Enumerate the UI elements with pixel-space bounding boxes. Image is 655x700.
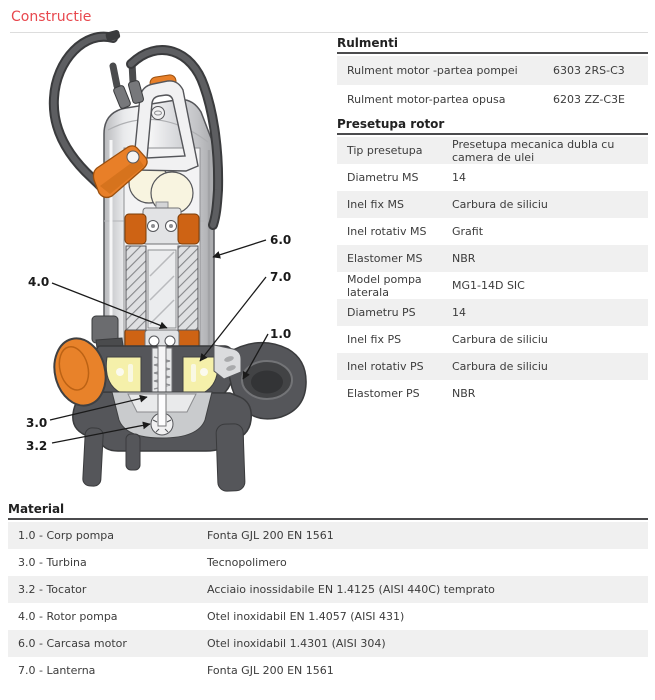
row-label: Diametru MS [347, 171, 419, 184]
svg-text:4.0: 4.0 [28, 275, 50, 289]
table-row [337, 272, 648, 299]
row-value: 6303 2RS-C3 [553, 64, 625, 77]
table-row [337, 85, 648, 114]
table-row [337, 245, 648, 272]
svg-text:6.0: 6.0 [270, 233, 292, 247]
table-row [8, 603, 648, 630]
top-bearing [143, 202, 181, 244]
row-value: 6203 ZZ-C3E [553, 93, 625, 106]
row-label: Rulment motor-partea opusa [347, 93, 506, 106]
row-label: Model pompa laterala [347, 272, 422, 299]
row-label: Inel fix MS [347, 198, 404, 211]
table-row [337, 56, 648, 85]
table-row [337, 299, 648, 326]
rulmenti-table-title: Rulmenti [337, 37, 648, 54]
row-value: Carbura de siliciu [452, 198, 548, 211]
row-value: Presetupa mecanica dubla cu camera de ulei [452, 137, 615, 164]
table-row [337, 137, 648, 164]
row-value: Otel inoxidabil 1.4301 (AISI 304) [207, 637, 386, 650]
presetupa-rotor-table [337, 118, 648, 407]
lantern-bracket [214, 345, 241, 379]
row-label: 1.0 - Corp pompa [18, 529, 115, 542]
page-title: Constructie [11, 9, 92, 25]
table-row [337, 218, 648, 245]
row-label: Rulment motor -partea pompei [347, 64, 518, 77]
table-row [8, 576, 648, 603]
row-value: Tecnopolimero [207, 556, 287, 569]
row-label: 3.0 - Turbina [18, 556, 87, 569]
table-row [337, 326, 648, 353]
row-label: 3.2 - Tocator [18, 583, 87, 596]
row-label: Inel rotativ PS [347, 360, 424, 373]
table-row [8, 522, 648, 549]
row-value: NBR [452, 387, 476, 400]
row-label: Elastomer PS [347, 387, 420, 400]
table-row [8, 657, 648, 684]
row-value: Carbura de siliciu [452, 360, 548, 373]
svg-text:1.0: 1.0 [270, 327, 292, 341]
row-label: 7.0 - Lanterna [18, 664, 96, 677]
row-value: 14 [452, 306, 466, 319]
row-label: Inel rotativ MS [347, 225, 427, 238]
callout-6-0 [213, 233, 291, 257]
material-table [8, 503, 648, 684]
table-row [337, 380, 648, 407]
table-row [337, 164, 648, 191]
row-value: Carbura de siliciu [452, 333, 548, 346]
svg-text:7.0: 7.0 [270, 270, 292, 284]
row-value: NBR [452, 252, 476, 265]
table-row [337, 353, 648, 380]
row-label: Elastomer MS [347, 252, 423, 265]
stator-rotor [126, 246, 198, 330]
row-label: 4.0 - Rotor pompa [18, 610, 118, 623]
svg-text:3.0: 3.0 [26, 416, 48, 430]
row-value: Acciaio inossidabile EN 1.4125 (AISI 440C) temprato [207, 583, 495, 596]
row-value: Fonta GJL 200 EN 1561 [207, 529, 334, 542]
svg-text:3.2: 3.2 [26, 439, 48, 453]
row-value: Otel inoxidabil EN 1.4057 (AISI 431) [207, 610, 405, 623]
row-value: Grafit [452, 225, 484, 238]
row-value: 14 [452, 171, 466, 184]
row-label: Tip presetupa [347, 144, 423, 157]
row-label: Inel fix PS [347, 333, 402, 346]
pump-cutaway-diagram [10, 28, 325, 498]
material-table-title: Material [8, 503, 648, 520]
table-row [8, 549, 648, 576]
row-label: Diametru PS [347, 306, 416, 319]
rulmenti-table [337, 37, 648, 114]
presetupa-table-title: Presetupa rotor [337, 118, 648, 135]
cable-glands [113, 63, 144, 109]
table-row [337, 191, 648, 218]
row-value: Fonta GJL 200 EN 1561 [207, 664, 334, 677]
table-row [8, 630, 648, 657]
row-value: MG1-14D SIC [452, 279, 525, 292]
row-label: 6.0 - Carcasa motor [18, 637, 127, 650]
